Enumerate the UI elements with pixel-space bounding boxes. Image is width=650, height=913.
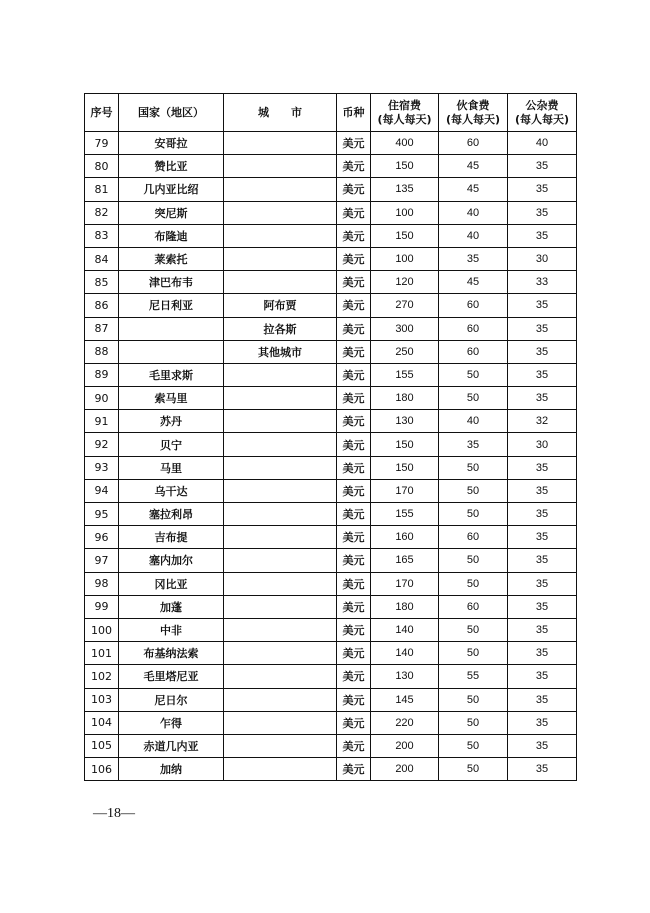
table-row	[85, 665, 577, 688]
cell-food: 50	[439, 711, 508, 734]
cell-lodging: 150	[371, 155, 439, 178]
table-row	[85, 758, 577, 781]
cell-misc: 35	[508, 595, 577, 618]
cell-currency: 美元	[337, 410, 371, 433]
cell-misc: 35	[508, 526, 577, 549]
cell-currency: 美元	[337, 178, 371, 201]
cell-currency: 美元	[337, 711, 371, 734]
cell-country: 津巴布韦	[119, 271, 224, 294]
cell-food: 50	[439, 387, 508, 410]
cell-seq: 86	[85, 294, 119, 317]
table-row	[85, 503, 577, 526]
cell-misc: 35	[508, 665, 577, 688]
cell-seq: 82	[85, 201, 119, 224]
cell-lodging: 150	[371, 224, 439, 247]
cell-lodging: 135	[371, 178, 439, 201]
table-row	[85, 734, 577, 757]
cell-lodging: 300	[371, 317, 439, 340]
cell-city	[224, 224, 337, 247]
cell-seq: 89	[85, 363, 119, 386]
cell-currency: 美元	[337, 387, 371, 410]
cell-lodging: 120	[371, 271, 439, 294]
cell-seq: 90	[85, 387, 119, 410]
cell-misc: 35	[508, 688, 577, 711]
cell-currency: 美元	[337, 479, 371, 502]
cell-food: 60	[439, 317, 508, 340]
cell-lodging: 130	[371, 665, 439, 688]
table-body	[85, 132, 577, 781]
cell-misc: 35	[508, 224, 577, 247]
cell-misc: 33	[508, 271, 577, 294]
cell-seq: 102	[85, 665, 119, 688]
cell-currency: 美元	[337, 572, 371, 595]
cell-food: 60	[439, 595, 508, 618]
cell-city	[224, 387, 337, 410]
cell-food: 50	[439, 479, 508, 502]
cell-country: 突尼斯	[119, 201, 224, 224]
cell-misc: 35	[508, 363, 577, 386]
cell-country: 几内亚比绍	[119, 178, 224, 201]
cell-seq: 80	[85, 155, 119, 178]
cell-misc: 35	[508, 340, 577, 363]
cell-food: 35	[439, 247, 508, 270]
cell-seq: 81	[85, 178, 119, 201]
cell-country: 布隆迪	[119, 224, 224, 247]
table-row	[85, 572, 577, 595]
header-seq: 序号	[85, 94, 119, 132]
cell-city	[224, 132, 337, 155]
cell-currency: 美元	[337, 294, 371, 317]
cell-currency: 美元	[337, 363, 371, 386]
cell-country: 乌干达	[119, 479, 224, 502]
cell-lodging: 220	[371, 711, 439, 734]
cell-seq: 99	[85, 595, 119, 618]
cell-food: 60	[439, 294, 508, 317]
cell-country: 冈比亚	[119, 572, 224, 595]
cell-city	[224, 155, 337, 178]
cell-lodging: 140	[371, 618, 439, 641]
cell-seq: 100	[85, 618, 119, 641]
cell-currency: 美元	[337, 247, 371, 270]
cell-food: 45	[439, 155, 508, 178]
header-misc-title: 公杂费	[525, 98, 559, 112]
cell-city	[224, 665, 337, 688]
cell-currency: 美元	[337, 734, 371, 757]
cell-city	[224, 363, 337, 386]
cell-seq: 84	[85, 247, 119, 270]
cell-seq: 93	[85, 456, 119, 479]
cell-lodging: 100	[371, 247, 439, 270]
cell-currency: 美元	[337, 456, 371, 479]
cell-currency: 美元	[337, 503, 371, 526]
cell-currency: 美元	[337, 549, 371, 572]
cell-country: 中非	[119, 618, 224, 641]
cell-city	[224, 572, 337, 595]
cell-currency: 美元	[337, 132, 371, 155]
cell-lodging: 155	[371, 363, 439, 386]
cell-food: 40	[439, 224, 508, 247]
table-row	[85, 294, 577, 317]
cell-city	[224, 456, 337, 479]
table-row	[85, 224, 577, 247]
header-currency: 币种	[337, 94, 371, 132]
table-row	[85, 642, 577, 665]
cell-country: 布基纳法索	[119, 642, 224, 665]
cell-misc: 35	[508, 387, 577, 410]
cell-lodging: 160	[371, 526, 439, 549]
cell-currency: 美元	[337, 688, 371, 711]
table-row	[85, 132, 577, 155]
cell-country: 贝宁	[119, 433, 224, 456]
cell-seq: 83	[85, 224, 119, 247]
cell-misc: 35	[508, 201, 577, 224]
cell-country: 加纳	[119, 758, 224, 781]
cell-lodging: 170	[371, 572, 439, 595]
cell-lodging: 180	[371, 595, 439, 618]
header-food-title: 伙食费	[456, 98, 490, 112]
cell-city: 阿布贾	[224, 294, 337, 317]
cell-misc: 35	[508, 503, 577, 526]
cell-seq: 104	[85, 711, 119, 734]
cell-city	[224, 734, 337, 757]
cell-city	[224, 433, 337, 456]
cell-currency: 美元	[337, 201, 371, 224]
header-misc-sub: (每人每天)	[514, 112, 570, 126]
cell-city	[224, 247, 337, 270]
cell-city: 拉各斯	[224, 317, 337, 340]
cell-country: 苏丹	[119, 410, 224, 433]
cell-food: 50	[439, 758, 508, 781]
cell-country: 赞比亚	[119, 155, 224, 178]
cell-misc: 35	[508, 479, 577, 502]
cell-country: 塞内加尔	[119, 549, 224, 572]
table-row	[85, 549, 577, 572]
cell-food: 60	[439, 340, 508, 363]
cell-food: 50	[439, 642, 508, 665]
cell-seq: 88	[85, 340, 119, 363]
cell-currency: 美元	[337, 433, 371, 456]
cell-country: 安哥拉	[119, 132, 224, 155]
cell-food: 50	[439, 456, 508, 479]
cell-city	[224, 595, 337, 618]
cell-misc: 35	[508, 178, 577, 201]
cell-food: 50	[439, 688, 508, 711]
cell-lodging: 150	[371, 433, 439, 456]
cell-misc: 35	[508, 618, 577, 641]
cell-misc: 35	[508, 642, 577, 665]
header-lodging-title: 住宿费	[388, 98, 421, 112]
cell-lodging: 250	[371, 340, 439, 363]
cell-lodging: 170	[371, 479, 439, 502]
cell-seq: 98	[85, 572, 119, 595]
table-row	[85, 526, 577, 549]
cell-food: 50	[439, 572, 508, 595]
cell-country	[119, 317, 224, 340]
cell-country: 吉布提	[119, 526, 224, 549]
cell-currency: 美元	[337, 665, 371, 688]
cell-lodging: 200	[371, 734, 439, 757]
cell-food: 35	[439, 433, 508, 456]
table-row	[85, 340, 577, 363]
cell-seq: 103	[85, 688, 119, 711]
cell-misc: 30	[508, 433, 577, 456]
cell-lodging: 140	[371, 642, 439, 665]
table-row	[85, 201, 577, 224]
cell-city	[224, 410, 337, 433]
table-row	[85, 247, 577, 270]
table-header-row	[85, 94, 577, 132]
cell-city	[224, 549, 337, 572]
cell-city	[224, 526, 337, 549]
table-row	[85, 479, 577, 502]
cell-food: 50	[439, 549, 508, 572]
cell-country: 赤道几内亚	[119, 734, 224, 757]
cell-currency: 美元	[337, 526, 371, 549]
cell-country: 马里	[119, 456, 224, 479]
cell-misc: 35	[508, 734, 577, 757]
table-row	[85, 433, 577, 456]
cell-lodging: 130	[371, 410, 439, 433]
cell-city	[224, 642, 337, 665]
cell-misc: 32	[508, 410, 577, 433]
cell-misc: 35	[508, 456, 577, 479]
cell-seq: 79	[85, 132, 119, 155]
cell-lodging: 270	[371, 294, 439, 317]
cell-food: 60	[439, 526, 508, 549]
table-row	[85, 317, 577, 340]
cell-lodging: 200	[371, 758, 439, 781]
header-lodging-sub: (每人每天)	[377, 112, 432, 126]
cell-city	[224, 479, 337, 502]
cell-food: 50	[439, 363, 508, 386]
cell-country: 毛里塔尼亚	[119, 665, 224, 688]
cell-misc: 35	[508, 549, 577, 572]
table-row	[85, 363, 577, 386]
table-row	[85, 178, 577, 201]
cell-food: 60	[439, 132, 508, 155]
cell-misc: 30	[508, 247, 577, 270]
cell-city	[224, 688, 337, 711]
cell-country	[119, 340, 224, 363]
table-row	[85, 456, 577, 479]
table-row	[85, 410, 577, 433]
cell-city	[224, 201, 337, 224]
cell-seq: 97	[85, 549, 119, 572]
cell-seq: 85	[85, 271, 119, 294]
cell-city	[224, 618, 337, 641]
cell-food: 50	[439, 618, 508, 641]
cell-misc: 35	[508, 317, 577, 340]
cell-city	[224, 503, 337, 526]
cell-food: 50	[439, 734, 508, 757]
cell-misc: 40	[508, 132, 577, 155]
cell-seq: 94	[85, 479, 119, 502]
cell-country: 乍得	[119, 711, 224, 734]
cell-food: 50	[439, 503, 508, 526]
header-food	[439, 94, 508, 132]
header-lodging	[371, 94, 439, 132]
cell-city	[224, 758, 337, 781]
cell-food: 45	[439, 178, 508, 201]
page-number: —18—	[93, 806, 135, 821]
cell-misc: 35	[508, 758, 577, 781]
cell-misc: 35	[508, 711, 577, 734]
cell-currency: 美元	[337, 595, 371, 618]
cell-seq: 96	[85, 526, 119, 549]
table-row	[85, 711, 577, 734]
cell-city	[224, 178, 337, 201]
fee-standard-table	[84, 93, 577, 781]
cell-country: 塞拉利昂	[119, 503, 224, 526]
cell-country: 莱索托	[119, 247, 224, 270]
cell-country: 毛里求斯	[119, 363, 224, 386]
cell-lodging: 145	[371, 688, 439, 711]
cell-misc: 35	[508, 294, 577, 317]
cell-seq: 92	[85, 433, 119, 456]
header-country: 国家（地区）	[119, 94, 224, 132]
cell-currency: 美元	[337, 340, 371, 363]
cell-lodging: 180	[371, 387, 439, 410]
cell-currency: 美元	[337, 224, 371, 247]
table-row	[85, 688, 577, 711]
cell-city	[224, 711, 337, 734]
table-row	[85, 595, 577, 618]
cell-misc: 35	[508, 572, 577, 595]
cell-seq: 87	[85, 317, 119, 340]
table-row	[85, 155, 577, 178]
cell-country: 尼日尔	[119, 688, 224, 711]
cell-currency: 美元	[337, 155, 371, 178]
cell-city: 其他城市	[224, 340, 337, 363]
cell-lodging: 100	[371, 201, 439, 224]
cell-currency: 美元	[337, 317, 371, 340]
table-row	[85, 387, 577, 410]
cell-lodging: 155	[371, 503, 439, 526]
table-row	[85, 618, 577, 641]
cell-food: 55	[439, 665, 508, 688]
cell-currency: 美元	[337, 618, 371, 641]
cell-country: 索马里	[119, 387, 224, 410]
cell-lodging: 150	[371, 456, 439, 479]
cell-lodging: 165	[371, 549, 439, 572]
cell-currency: 美元	[337, 271, 371, 294]
header-city: 城 市	[224, 94, 337, 132]
table-row	[85, 271, 577, 294]
cell-food: 45	[439, 271, 508, 294]
header-misc	[508, 94, 577, 132]
cell-food: 40	[439, 201, 508, 224]
cell-city	[224, 271, 337, 294]
cell-seq: 101	[85, 642, 119, 665]
header-food-sub: (每人每天)	[445, 112, 501, 126]
cell-food: 40	[439, 410, 508, 433]
cell-lodging: 400	[371, 132, 439, 155]
cell-currency: 美元	[337, 642, 371, 665]
cell-misc: 35	[508, 155, 577, 178]
cell-seq: 106	[85, 758, 119, 781]
cell-seq: 91	[85, 410, 119, 433]
cell-seq: 105	[85, 734, 119, 757]
cell-seq: 95	[85, 503, 119, 526]
cell-currency: 美元	[337, 758, 371, 781]
cell-country: 尼日利亚	[119, 294, 224, 317]
cell-country: 加蓬	[119, 595, 224, 618]
